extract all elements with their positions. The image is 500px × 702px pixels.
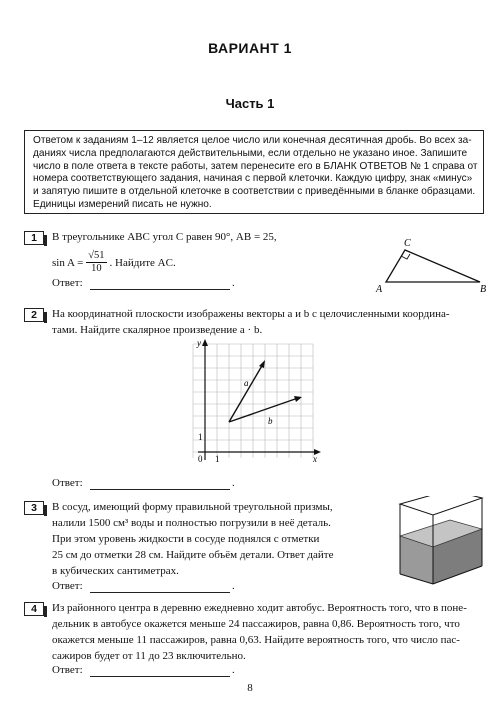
task-2-answer-field[interactable] (90, 489, 230, 490)
y-axis-label: y (197, 338, 201, 348)
task-1-sin-suffix: . Найдите AC. (109, 256, 176, 269)
prism-top-face (400, 496, 482, 515)
task-3-answer-field[interactable] (90, 592, 230, 593)
part-title: Часть 1 (225, 96, 275, 111)
task-3-line: в кубических сантиметрах. (52, 565, 179, 577)
x-axis-label: x (313, 454, 317, 464)
coordinate-plane (188, 336, 328, 466)
task-2-answer-dot: . (232, 477, 235, 489)
page-number: 8 (247, 682, 253, 694)
vector-a (229, 364, 263, 422)
origin-label: 0 (198, 454, 203, 464)
instructions-line: и запятую пишите в отдельной клеточке в соответствии с приведёнными в бланке образцами. (33, 186, 476, 198)
task-3-answer-dot: . (232, 580, 235, 592)
task-2-line2: тами. Найдите скалярное произведение a · b. (52, 324, 263, 336)
y-axis-arrow (202, 339, 208, 346)
vector-a-arrow (259, 360, 265, 368)
task-1-frac-numerator: √51 (88, 250, 105, 261)
task-3-line: При этом уровень жидкости в сосуде поднялся с отметки (52, 533, 320, 545)
instructions-line: Единицы измерений писать не нужно. (33, 198, 212, 210)
task-2-line1: На координатной плоскости изображены векторы a и b с целочисленными координа- (52, 308, 450, 320)
task-1-line1: В треугольнике ABC угол C равен 90°, AB = 25, (52, 231, 277, 243)
task-1-number: 1 (24, 231, 44, 245)
triangle-abc (386, 250, 480, 282)
triangle-figure (370, 236, 490, 294)
vector-b (229, 398, 298, 422)
triangle-label-c: C (404, 238, 411, 249)
vector-b-label: b (268, 416, 273, 426)
task-4-line: сажиров будет от 11 до 23 включительно. (52, 650, 246, 662)
task-4-answer-label: Ответ: (52, 664, 83, 676)
task-1-sin-prefix: sin A = (52, 256, 84, 269)
instructions-line: даниях числа предполагаются действительными, если отдельно не указано иное. Запишите (33, 147, 468, 159)
y-tick-label: 1 (198, 432, 203, 442)
prism-figure (386, 496, 488, 591)
task-1-answer-field[interactable] (90, 289, 230, 290)
x-tick-label: 1 (215, 454, 220, 464)
task-4-answer-field[interactable] (90, 676, 230, 677)
instructions-line: число в поле ответа в тексте работы, затем перенесите его в БЛАНК ОТВЕТОВ № 1 справа от (33, 160, 478, 172)
instructions-line: Ответом к заданиям 1–12 является целое число или конечная десятичная дробь. Во всех за- (33, 135, 472, 146)
task-1-answer-label: Ответ: (52, 277, 83, 289)
task-1-fraction (86, 250, 106, 275)
task-4-answer-dot: . (232, 664, 235, 676)
task-3-line: налили 1500 см³ воды и полностью погрузили в неё деталь. (52, 517, 331, 529)
task-4-line: дельник в автобусе окажется меньше 24 пассажиров, равна 0,86. Вероятность того, что (52, 618, 460, 630)
vector-a-label: a (244, 378, 249, 388)
task-2-number: 2 (24, 308, 44, 322)
task-4-line: окажется меньше 11 пассажиров, равна 0,63. Найдите вероятность того, что число пас- (52, 634, 460, 646)
variant-title: ВАРИАНТ 1 (208, 40, 292, 56)
triangle-label-a: A (376, 284, 383, 294)
task-3-line: В сосуд, имеющий форму правильной треугольной призмы, (52, 501, 333, 513)
task-3-line: 25 см до отметки 28 см. Найдите объём детали. Ответ дайте (52, 549, 334, 561)
task-3-number: 3 (24, 501, 44, 515)
task-1-line2 (52, 250, 176, 275)
grid (193, 344, 313, 458)
task-1-frac-denominator: 10 (91, 263, 102, 274)
task-4-number: 4 (24, 602, 44, 616)
task-2-answer-label: Ответ: (52, 477, 83, 489)
instructions-line: номера соответствующего задания, начиная с первой клеточки. Каждую цифру, знак «минус» (33, 173, 473, 185)
triangle-label-b: B (480, 284, 487, 294)
instructions-box (24, 130, 484, 214)
task-4-line: Из районного центра в деревню ежедневно ходит автобус. Вероятность того, что в поне- (52, 602, 467, 614)
task-3-answer-label: Ответ: (52, 580, 83, 592)
task-1-answer-dot: . (232, 277, 235, 289)
